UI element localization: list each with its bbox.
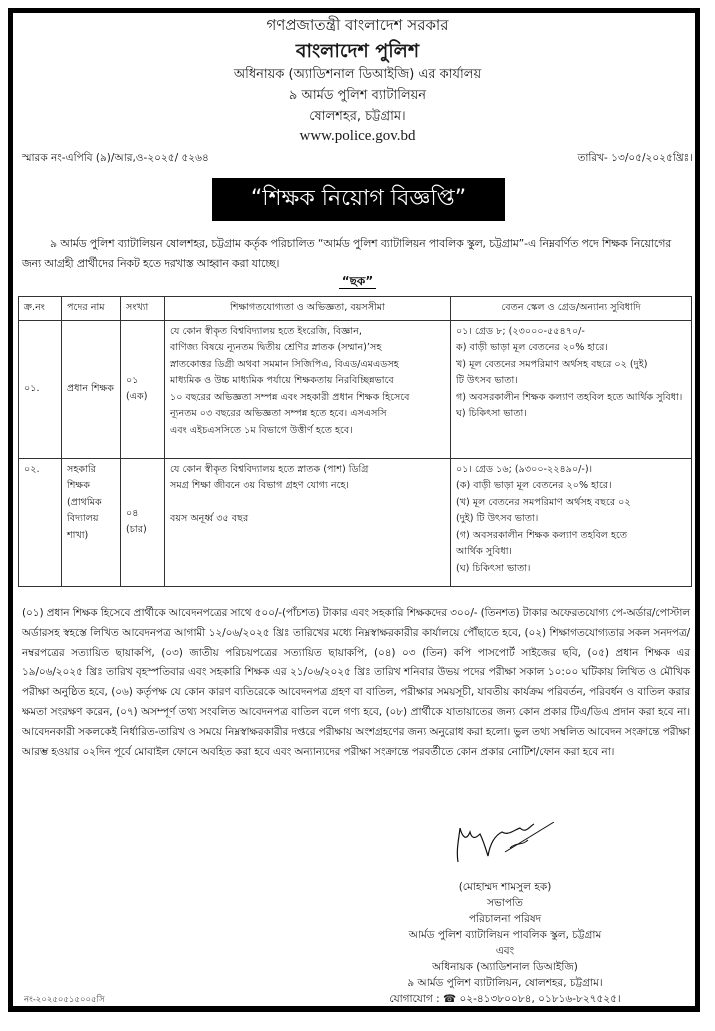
government-name: গণপ্রজাতন্ত্রী বাংলাদেশ সরকার: [266, 16, 449, 34]
row-qualification: [165, 458, 451, 586]
organization-name: বাংলাদেশ পুলিশ: [295, 40, 420, 62]
qualification-line: [170, 495, 445, 512]
qualification-line: ১০ বছরের অভিজ্ঞতা সম্পন্ন এবং সহকারী প্রধান শিক্ষক হিসেবে: [170, 391, 410, 403]
salary-line: (ঘ) চিকিৎসা ভাতা।: [456, 562, 531, 574]
table-title: [0, 273, 715, 293]
qualification-line: মাধ্যমিক ও উচ্চ মাধ্যমিক পর্যায়ে শিক্ষকতায় নিরবিচ্ছিন্নভাবে: [170, 375, 394, 386]
signatory-body: পরিচালনা পরিষদ: [468, 913, 542, 925]
qualification-line: ন্যূনতম ০৩ বছরের অভিজ্ঞতা সম্পন্ন হতে হবে। এসএসসি: [170, 408, 387, 419]
signatory-unit: ৯ আর্মড পুলিশ ব্যাটালিয়ন, ষোলশহর, চট্টগ্রাম।: [407, 977, 603, 989]
salary-line: খ) মূল বেতনের সমপরিমাণ অর্থসহ বছরে ০২ (দুই): [456, 358, 648, 370]
notice-title: [212, 178, 505, 221]
header-qualification: শিক্ষাগতযোগ্যতা ও অভিজ্ঞতা, বয়সসীমা: [165, 297, 451, 321]
signatory-and: এবং: [495, 945, 515, 957]
vacancy-table: [18, 296, 692, 587]
header-serial: ক্র.নং: [19, 297, 62, 321]
website-link[interactable]: www.police.gov.bd: [299, 128, 416, 144]
contact-line: [320, 992, 690, 1009]
signatory-title: সভাপতি: [487, 897, 523, 909]
row-qualification: [165, 320, 451, 458]
header-salary: বেতন স্কেল ও গ্রেড/অন্যান্য সুবিধাদি: [451, 297, 692, 321]
qualification-line: স্নাতকোত্তর ডিগ্রী অথবা সমমান সিজিপিএ, বিএড/এমএডসহ: [170, 358, 399, 370]
table-title-text: “ছক”: [339, 274, 376, 289]
salary-line: গ) অবসরকালীন শিক্ষক কল্যাণ তহবিল হতে আর্থিক সুবিধা।: [456, 391, 683, 403]
salary-line: ০১। গ্রেড ৮; (২৩০০০-৫৫৪৭০/-: [456, 325, 585, 337]
contact-numbers: ০২-৪১৩৮০০৮৪, ০১৮১৬-৮২৭৫২৫।: [459, 993, 621, 1005]
row-post: সহকারি শিক্ষক (প্রাথমিক বিদ্যালয় শাখা): [62, 458, 121, 586]
table-header-row: [19, 297, 692, 321]
row-count: ০১ (এক): [121, 320, 165, 458]
notice-title-text: “শিক্ষক নিয়োগ বিজ্ঞপ্তি”: [250, 186, 467, 211]
office-name: অধিনায়ক (অ্যাডিশনাল ডিআইজি) এর কার্যালয়: [233, 67, 482, 82]
conditions-paragraph: (০১) প্রধান শিক্ষক হিসেবে প্রার্থীকে আবেদনপত্রের সাথে ৫০০/-(পাঁচশত) টাকার এবং সহকারি শিক্ষকদের ৩০০/- (তিনশত) টাকার অফেরতযোগ্য পে-অর্ডার/পোস্টাল অর্ডারসহ স্বহস্তে লিখিত আবেদনপত্র আগামী ১২/০৬/২০২৫ খ্রিঃ তারিখের মধ্যে নিম্নস্বাক্ষরকারীর কার্যালয়ে পৌঁছাতে হবে, (০২) শিক্ষাগতযোগ্যতার সকল সনদপত্র/নম্বরপত্রের সত্যায়িত ছায়াকপি, (০৩) জাতীয় পরিচয়পত্রের সত্যায়িত ছায়াকপি, (০৪) ০৩ (তিন) কপি পাসপোর্ট সাইজের ছবি, (০৫) প্রধান শিক্ষক এর ১৯/০৬/২০২৫ খ্রিঃ তারিখ বৃহস্পতিবার এবং সহকারি শিক্ষক এর ২১/০৬/২০২৫ খ্রিঃ তারিখ শনিবার উভয় পদের পরীক্ষা সকাল ১০:০০ ঘটিকায় লিখিত ও মৌখিক পরীক্ষা অনুষ্ঠিত হবে, (০৬) কর্তৃপক্ষ যে কোন কারণ ব্যতিরেকে আবেদনপত্র গ্রহণ বা বাতিল, পরীক্ষার সময়সূচী, যাবতীয় কার্যক্রম পরিবর্তন, পরিবর্ধন ও বাতিল করার ক্ষমতা সংরক্ষণ করেন, (০৭) অসম্পূর্ণ তথ্য সংবলিত আবেদনপত্র বাতিল বলে গণ্য হবে, (০৮) প্রার্থীকে যাতায়াতের জন্য কোন প্রকার টিএ/ডিএ প্রদান করা হবে না। আবেদনকারী সকলকেই নির্ধারিত-তারিখ ও সময়ে নিম্নস্বাক্ষরকারীর দপ্তরে পরীক্ষায় অংশগ্রহণের জন্য অনুরোধ করা হলো। ভুল তথ্য সম্বলিত আবেদন সংক্রান্তে পরীক্ষা আরম্ভ হওয়ার ০২দিন পূর্বে মোবাইল ফোনে অবহিত করা হবে এবং অন্যান্যদের পরীক্ষা সংক্রান্তে পরবর্তীতে কোন প্রকার নোটিশ/ফোন করা হবে না।: [22, 607, 690, 758]
unit-name: ৯ আর্মড পুলিশ ব্যাটালিয়ন: [288, 88, 427, 103]
intro-paragraph: ৯ আর্মড পুলিশ ব্যাটালিয়ন ষোলশহর, চট্টগ্রাম কর্তৃক পরিচালিত “আর্মড পুলিশ ব্যাটালিয়ন পাবলিক স্কুল, চট্টগ্রাম”-এ নিম্নবর্ণিত পদে শিক্ষক নিয়োগের জন্য আগ্রহী প্রার্থীদের নিকট হতে দরখাস্ত আহ্বান করা যাচ্ছে।: [22, 237, 672, 270]
qualification-line: এবং এইচএসসিতে ১ম বিভাগে উত্তীর্ণ হতে হবে।: [170, 424, 353, 436]
location: ষোলশহর, চট্টগ্রাম।: [309, 109, 406, 124]
signature: [450, 822, 560, 864]
row-serial: ০২.: [19, 458, 62, 586]
qualification-line: যে কোন স্বীকৃত বিশ্ববিদ্যালয় হতে স্নাতক (পাশ) ডিগ্রি: [170, 463, 369, 475]
row-serial: ০১.: [19, 320, 62, 458]
row-post: প্রধান শিক্ষক: [62, 320, 121, 458]
phone-icon: ☎: [443, 993, 457, 1005]
salary-line: ০১। গ্রেড ১৬; (৯৩০০-২২৪৯০/-)।: [456, 463, 593, 475]
qualification-line: যে কোন স্বীকৃত বিশ্ববিদ্যালয় হতে ইংরেজি, বিজ্ঞান,: [170, 325, 362, 337]
qualification-line: বয়স অনূর্ধ্ব ৩৫ বছর: [170, 513, 249, 524]
header-post: পদের নাম: [62, 297, 121, 321]
qualification-line: বাণিজ্য বিষয়ে ন্যূনতম দ্বিতীয় শ্রেণির স্নাতক (সম্মান)’সহ: [170, 342, 382, 353]
salary-line: (দুই) টি উৎসব ভাতা।: [456, 513, 539, 524]
contact-label: যোগাযোগ :: [389, 993, 440, 1005]
salary-line: ক) বাড়ী ভাড়া মূল বেতনের ২০% হারে।: [456, 342, 608, 353]
salary-line: (খ) মূল বেতনের সমপরিমাণ অর্থসহ বছরে ০২: [456, 496, 631, 508]
memo-date: তারিখ- ১৩/০৫/২০২৫খ্রিঃ।: [577, 152, 693, 164]
salary-line: আর্থিক সুবিধা।: [456, 546, 512, 557]
row-count: ০৪ (চার): [121, 458, 165, 586]
signatory-office: অধিনায়ক (অ্যাডিশনাল ডিআইজি): [432, 961, 578, 973]
signatory-name: (মোহাম্মদ শামসুল হক): [458, 881, 552, 893]
salary-line: (ক) বাড়ী ভাড়া মূল বেতনের ২০% হারে।: [456, 480, 612, 491]
row-salary: [451, 458, 692, 586]
memo-number: স্মারক নং-এপিবি (৯)/আর,ও-২০২৫/ ৫২৬৪: [22, 152, 209, 164]
signatory-school: আর্মড পুলিশ ব্যাটালিয়ন পাবলিক স্কুল, চট্টগ্রাম: [408, 929, 602, 941]
row-salary: [451, 320, 692, 458]
table-row: [19, 320, 692, 458]
salary-line: টি উৎসব ভাতা।: [456, 375, 518, 386]
table-row: [19, 458, 692, 586]
qualification-line: সমগ্র শিক্ষা জীবনে ৩য় বিভাগ গ্রহণ যোগ্য নহে।: [170, 480, 349, 491]
document-number: নং-২০২৫০৫১৫০০৫সি: [24, 995, 105, 1005]
salary-line: ঘ) চিকিৎসা ভাতা।: [456, 408, 527, 419]
header-count: সংখ্যা: [121, 297, 165, 321]
salary-line: (গ) অবসরকালীন শিক্ষক কল্যাণ তহবিল হতে: [456, 529, 628, 541]
